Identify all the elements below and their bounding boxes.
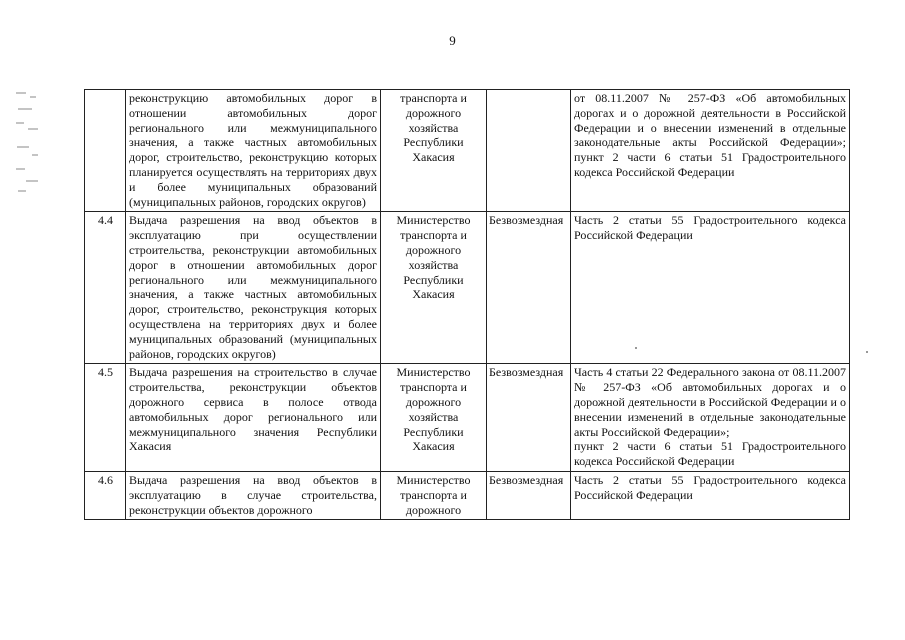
- fee-type: [487, 90, 571, 212]
- row-number-cell: [85, 471, 126, 519]
- legal-basis: [571, 471, 850, 519]
- legal-basis-text: Часть 4 статьи 22 Федерального закона от 08.11.2007 № 257-ФЗ «Об автомобильных дорогах и о дорожной деятельности в Российской Федерации и о внесении изменений в отдельные законодательные акты Российской Федерации»;: [574, 365, 846, 439]
- service-name: Выдача разрешения на ввод объектов в эксплуатацию при осуществлении строительства, реконструкции автомобильных дорог в отношении автомобильных дорог регионального или межмуниципального значения, а также частных автомобильных дорог, строительство, реконструкция которых осуществлена на территориях двух и более муниципальных образований (муниципальных районов, городских округов): [126, 212, 381, 364]
- authority-name: транспорта и дорожного хозяйства Республики Хакасия: [381, 90, 487, 212]
- legal-basis: [571, 90, 850, 212]
- table-row: [85, 471, 850, 519]
- scan-speck: [635, 347, 637, 349]
- legal-basis-text: от 08.11.2007 № 257-ФЗ «Об автомобильных дорогах и о дорожной деятельности в Российской Федерации и о внесении изменений в отдельные законодательные акты Российской Федерации»; пункт 2 части 6 статьи 51 Градостроительного кодекса Российской Федерации: [574, 91, 846, 179]
- page-number: 9: [449, 33, 456, 48]
- legal-basis-text: Часть 2 статьи 55 Градостроительного кодекса Российской Федерации: [574, 213, 846, 243]
- fee-type: Безвозмездная: [487, 471, 571, 519]
- legal-basis: [571, 212, 850, 364]
- scan-speck: [866, 351, 868, 353]
- services-table: [84, 89, 850, 520]
- service-name: Выдача разрешения на ввод объектов в эксплуатацию в случае строительства, реконструкции объектов дорожного: [126, 471, 381, 519]
- table-row: [85, 90, 850, 212]
- table-row: [85, 212, 850, 364]
- legal-basis: [571, 364, 850, 472]
- fee-type: Безвозмездная: [487, 212, 571, 364]
- authority-name: Министерство транспорта и дорожного хозяйства Республики Хакасия: [381, 364, 487, 472]
- service-name: Выдача разрешения на строительство в случае строительства, реконструкции объектов дорожного сервиса в полосе отвода автомобильных дорог регионального или межмуниципального значения Республики Хакасия: [126, 364, 381, 472]
- table-row: [85, 364, 850, 472]
- row-number: 4.5: [98, 365, 113, 380]
- authority-name: Министерство транспорта и дорожного хозяйства Республики Хакасия: [381, 212, 487, 364]
- row-number: 4.4: [98, 213, 113, 228]
- row-number-cell: [85, 90, 126, 212]
- row-number-cell: [85, 364, 126, 472]
- legal-basis-text: Часть 2 статьи 55 Градостроительного кодекса Российской Федерации: [574, 472, 846, 502]
- row-number: 4.6: [98, 472, 113, 487]
- service-name: реконструкцию автомобильных дорог в отношении автомобильных дорог регионального или межмуниципального значения, а также частных автомобильных дорог, строительство, реконструкцию которых планируется осуществлять на территориях двух и более муниципальных образований (муниципальных районов, городских округов): [126, 90, 381, 212]
- authority-name: Министерство транспорта и дорожного: [381, 471, 487, 519]
- row-number-cell: [85, 212, 126, 364]
- scan-artifact: [14, 88, 42, 196]
- legal-basis-text: пункт 2 части 6 статьи 51 Градостроительного кодекса Российской Федерации: [574, 439, 846, 469]
- fee-type: Безвозмездная: [487, 364, 571, 472]
